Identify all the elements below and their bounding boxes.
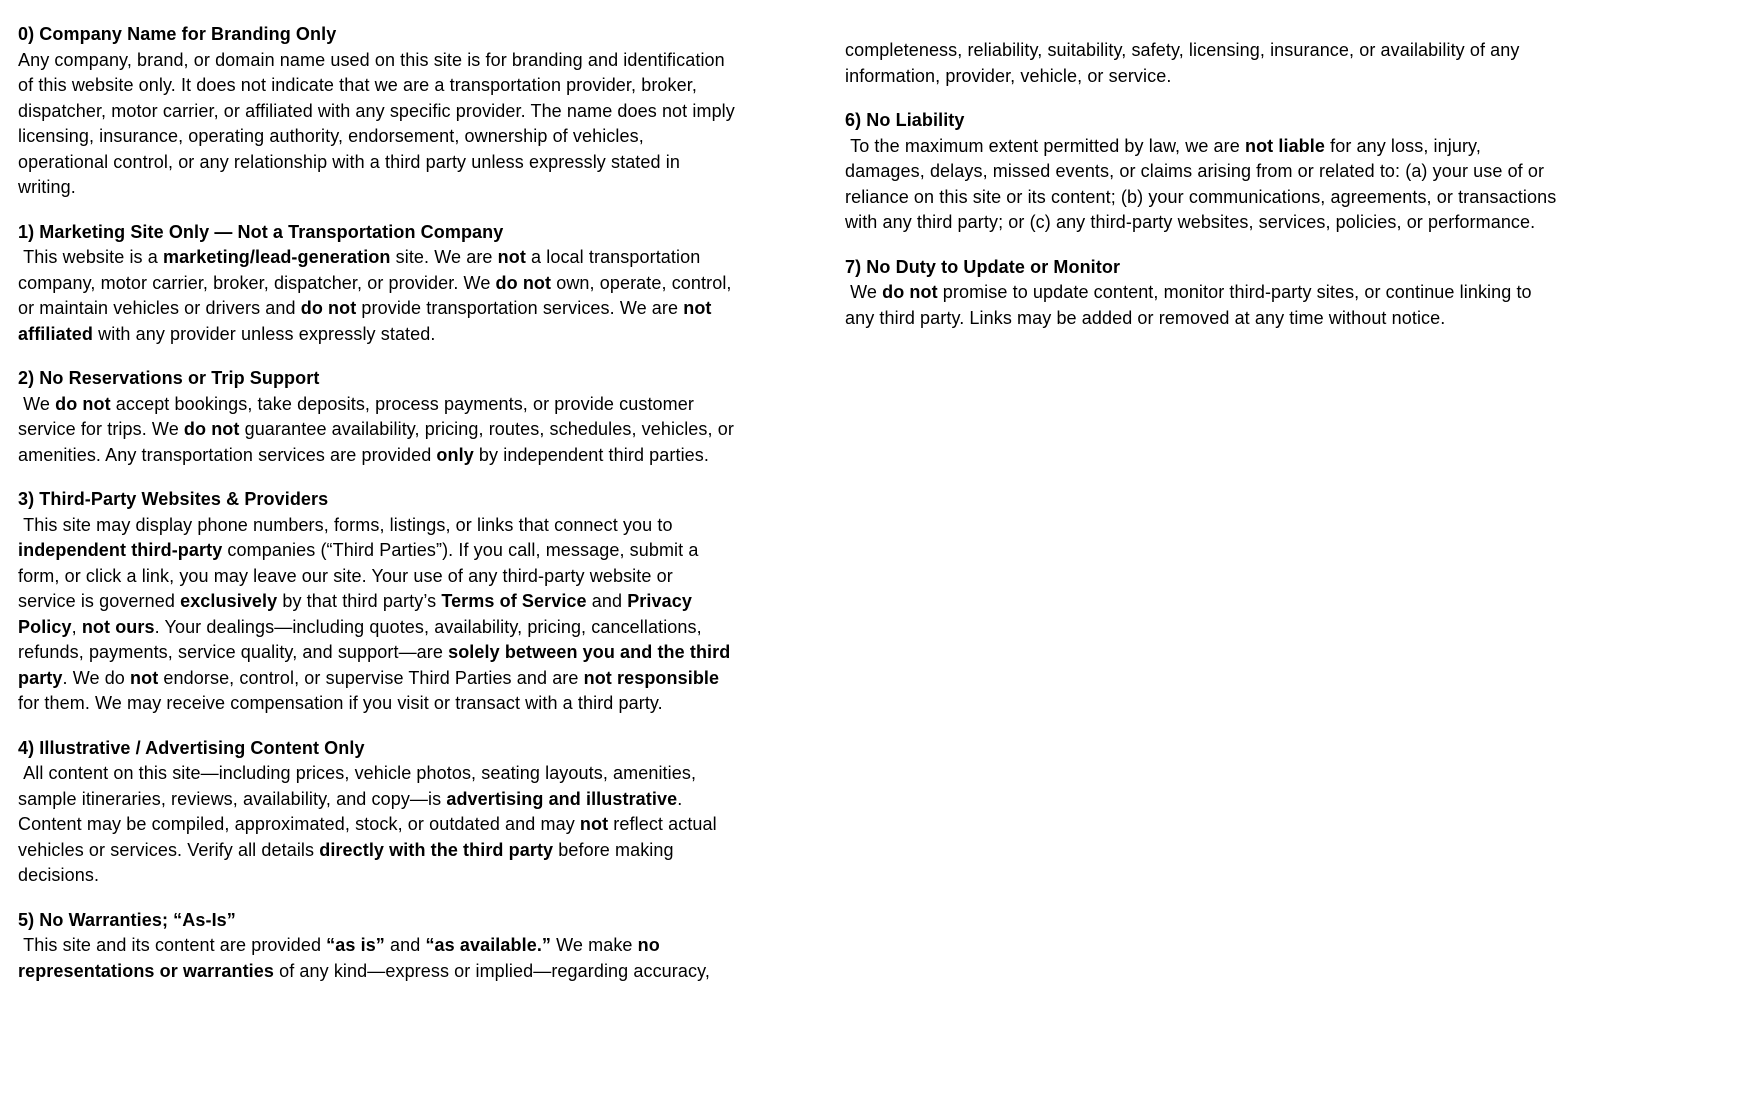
- section-heading: 5) No Warranties; “As-Is”: [18, 909, 236, 930]
- emphasis-text: solely between you and the third party: [18, 642, 736, 688]
- disclaimer-section: [845, 108, 1562, 236]
- emphasis-text: do not: [495, 272, 552, 293]
- section-paragraph: [18, 48, 740, 201]
- section-paragraph: [18, 761, 735, 889]
- emphasis-text: do not: [882, 282, 938, 302]
- section-paragraph: [18, 933, 735, 984]
- emphasis-text: “as is”: [326, 935, 385, 955]
- body-text: provide transportation services. We are: [356, 298, 684, 318]
- emphasis-text: “as available.”: [425, 935, 552, 955]
- emphasis-text: not: [497, 247, 526, 267]
- section-heading: 4) Illustrative / Advertising Content Only: [18, 737, 365, 758]
- emphasis-text: exclusively: [180, 591, 278, 611]
- emphasis-text: only: [436, 444, 474, 465]
- section-heading: 7) No Duty to Update or Monitor: [845, 256, 1121, 277]
- disclaimer-section: [18, 908, 735, 985]
- column-left: [18, 22, 740, 1113]
- emphasis-text: Terms of Service: [441, 591, 587, 611]
- section-paragraph: [845, 38, 1562, 89]
- section-heading: 6) No Liability: [845, 110, 965, 130]
- body-text: of any kind—express or implied—regarding accuracy,: [274, 960, 710, 981]
- body-text: To the maximum extent permitted by law, we are: [845, 135, 1245, 156]
- disclaimer-section: [845, 255, 1562, 332]
- section-paragraph: [18, 392, 740, 469]
- body-text: . We do: [62, 667, 131, 688]
- body-text: with any provider unless expressly stated.: [93, 323, 436, 344]
- body-text: by that third party’s: [277, 591, 442, 611]
- section-heading: 0) Company Name for Branding Only: [18, 24, 337, 44]
- body-text: and: [586, 591, 628, 611]
- body-text: This website is a: [18, 247, 163, 267]
- body-text: All content on this site—including prices, vehicle photos, seating layouts, amenities, sample itineraries, reviews, availability, and copy—is: [18, 763, 702, 809]
- body-text: guarantee availability, pricing, routes, schedules, vehicles, or amenities. Any transportation services are provided: [18, 419, 740, 465]
- emphasis-text: marketing/lead-generation: [162, 247, 391, 267]
- emphasis-text: do not: [300, 298, 357, 318]
- body-text: endorse, control, or supervise Third Parties and are: [158, 667, 584, 688]
- body-text: site. We are: [390, 247, 498, 267]
- section-heading: 3) Third-Party Websites & Providers: [18, 489, 329, 509]
- emphasis-text: no representations or warranties: [18, 935, 665, 981]
- emphasis-text: Privacy Policy: [18, 591, 698, 637]
- emphasis-text: independent third-party: [18, 540, 223, 560]
- section-heading: 1) Marketing Site Only — Not a Transportation Company: [18, 221, 504, 242]
- emphasis-text: do not: [55, 393, 111, 414]
- section-paragraph: [845, 280, 1562, 331]
- body-text: This site and its content are provided: [18, 935, 327, 955]
- body-text: accept bookings, take deposits, process payments, or provide customer service for trips. We: [18, 393, 700, 439]
- body-text: We make: [551, 935, 638, 955]
- body-text: Any company, brand, or domain name used on this site is for branding and identification of this website only. It does not indicate that we are a transportation provider, broker, dispatcher, motor carrier, or affiliated with any specific provider. The name does not imply licensing, insurance, operating authority, endorsement, ownership of vehicles, operational control, or any relationship with a third party unless expressly stated in writing.: [18, 49, 740, 197]
- body-text: for any loss, injury, damages, delays, missed events, or claims arising from or related to: (a) your use of or reliance on this site or its content; (b) your communications, agreements, or transactions with any third party; or (c) any third-party websites, services, policies, or performance.: [845, 135, 1562, 232]
- body-text: . Your dealings—including quotes, availability, pricing, cancellations, refunds, payments, service quality, and support—are: [18, 616, 707, 662]
- disclaimer-section: [18, 487, 735, 717]
- body-text: before making decisions.: [18, 839, 679, 885]
- body-text: We: [18, 393, 56, 414]
- body-text: . Content may be compiled, approximated, stock, or outdated and may: [18, 788, 688, 834]
- body-text: This site may display phone numbers, forms, listings, or links that connect you to: [18, 514, 678, 535]
- emphasis-text: do not: [183, 419, 240, 439]
- disclaimer-section: [18, 366, 740, 468]
- emphasis-text: not affiliated: [18, 298, 717, 344]
- emphasis-text: not responsible: [583, 667, 720, 688]
- body-text: reflect actual vehicles or services. Verify all details: [18, 814, 722, 860]
- emphasis-text: advertising and illustrative: [446, 788, 678, 809]
- disclaimer-section: [845, 38, 1562, 89]
- emphasis-text: not liable: [1244, 135, 1325, 156]
- body-text: companies (“Third Parties”). If you call, message, submit a form, or click a link, you may leave our site. Your use of any third-party website or service is governed: [18, 540, 704, 611]
- section-paragraph: [18, 245, 735, 347]
- emphasis-text: not: [579, 814, 609, 834]
- section-heading: 2) No Reservations or Trip Support: [18, 368, 320, 388]
- disclaimer-section: [18, 22, 740, 201]
- emphasis-text: not: [130, 667, 159, 688]
- section-paragraph: [845, 134, 1562, 236]
- body-text: and: [384, 935, 426, 955]
- body-text: for them. We may receive compensation if you visit or transact with a third party.: [18, 667, 725, 713]
- body-text: completeness, reliability, suitability, safety, licensing, insurance, or availability of any information, provider, vehicle, or service.: [845, 40, 1525, 86]
- body-text: promise to update content, monitor third-party sites, or continue linking to any third party. Links may be added or removed at any time without notice.: [845, 282, 1537, 328]
- emphasis-text: directly with the third party: [319, 839, 554, 860]
- body-text: own, operate, control, or maintain vehicles or drivers and: [18, 272, 737, 318]
- section-paragraph: [18, 513, 735, 717]
- column-right: [845, 22, 1562, 1113]
- body-text: by independent third parties.: [473, 444, 709, 465]
- disclaimer-section: [18, 220, 735, 348]
- body-text: a local transportation company, motor carrier, broker, dispatcher, or provider. We: [18, 247, 706, 293]
- emphasis-text: not ours: [81, 616, 155, 637]
- disclaimer-section: [18, 736, 735, 889]
- body-text: We: [845, 282, 883, 302]
- body-text: ,: [71, 616, 82, 637]
